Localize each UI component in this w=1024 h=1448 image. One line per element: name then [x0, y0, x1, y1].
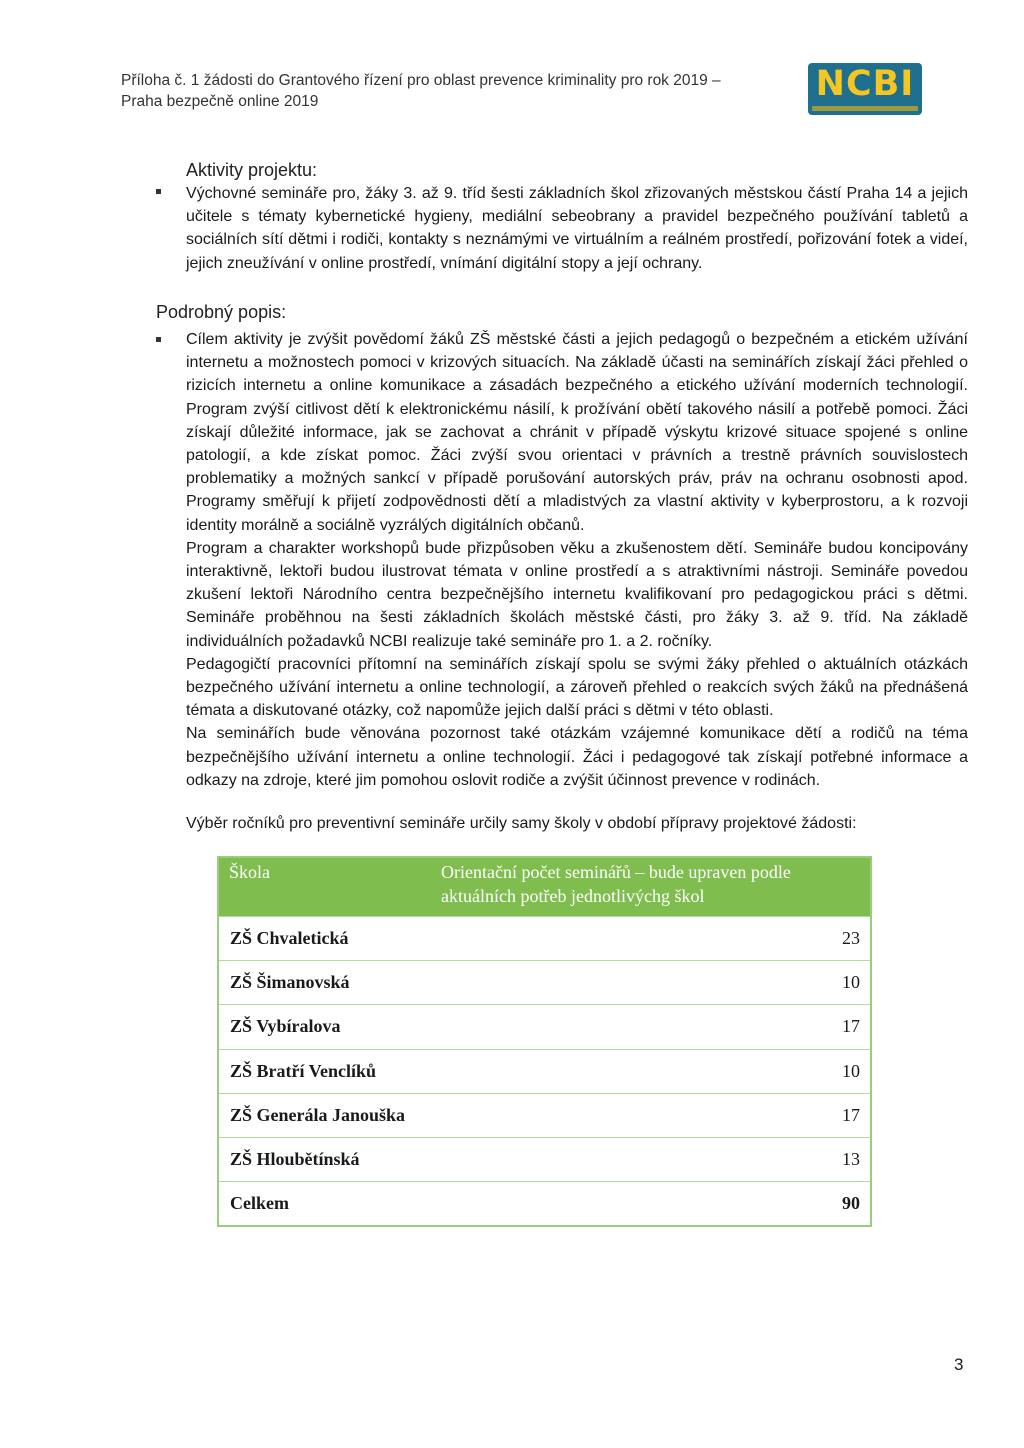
- logo-text: NCBI: [815, 64, 915, 104]
- header-count: Orientační počet seminářů – bude upraven podle aktuálních potřeb jednotlivýchg škol: [441, 862, 791, 906]
- table-total-row: [219, 1181, 870, 1225]
- seminar-count: 10: [842, 1060, 860, 1081]
- school-name: ZŠ Hloubětínská: [230, 1149, 360, 1170]
- header-line-1: Příloha č. 1 žádosti do Grantového řízení pro oblast prevence kriminality pro rok 2019 –: [121, 72, 721, 89]
- school-name: ZŠ Šimanovská: [230, 972, 350, 993]
- school-name: ZŠ Vybíralova: [230, 1016, 341, 1037]
- school-name: ZŠ Chvaletická: [230, 928, 349, 949]
- activities-item: [186, 182, 968, 275]
- logo-tagline-strip: [812, 106, 918, 111]
- seminar-count: 10: [842, 972, 860, 993]
- page-number: 3: [954, 1355, 964, 1374]
- bullet-icon: [156, 337, 161, 342]
- seminar-count: 13: [842, 1149, 860, 1170]
- header-school: Škola: [229, 862, 271, 882]
- detail-paragraph-3: Pedagogičtí pracovníci přítomní na seminářích získají spolu se svými žáky přehled o aktuálních otázkách bezpečného užívání internetu a online technologií, a zároveň přehled o reakcích svých žáků na přednášená témata a diskutované otázky, což napomůže jejich další práci s dětmi v této oblasti.: [186, 655, 968, 720]
- total-label: Celkem: [230, 1193, 289, 1214]
- table-row: [219, 1137, 870, 1181]
- table-row: [219, 1093, 870, 1137]
- activities-title: Aktivity projektu:: [186, 160, 318, 180]
- page-header: [121, 70, 771, 112]
- school-name: ZŠ Generála Janouška: [230, 1104, 406, 1125]
- school-name: ZŠ Bratří Venclíků: [230, 1060, 377, 1081]
- table-row: [219, 1004, 870, 1048]
- header-line-2: Praha bezpečně online 2019: [121, 93, 319, 110]
- activities-item-text: Výchovné semináře pro, žáky 3. až 9. tříd šesti základních škol zřizovaných městskou částí Praha 14 a jejich učitele s tématy kybernetické hygieny, mediální sebeobrany a pravidel bezpečného používání tabletů a sociálních sítí dětmi i rodiči, kontakty s neznámými ve virtuálním a reálném prostředí, pořizování fotek a videí, jejich zneužívání v online prostředí, vnímání digitální stopy a její ochrany.: [186, 185, 968, 272]
- detail-paragraph-2: Program a charakter workshopů bude přizpůsoben věku a zkušenostem dětí. Semináře budou koncipovány interaktivně, lektoři budou ilustrovat témata v online prostředí a s atraktivními nástroji. Semináře povedou zkušení lektoři Národního centra bezpečnějšího internetu kvalifikovaní pro pedagogickou práci s dětmi. Semináře proběhnou na šesti základních školách městské části, pro žáky 3. až 9. tříd. Na základě individuálních požadavků NCBI realizuje také semináře pro 1. a 2. ročníky.: [186, 539, 968, 650]
- seminar-count: 17: [842, 1016, 860, 1037]
- seminar-table: [217, 856, 872, 1227]
- seminar-count: 23: [842, 928, 860, 949]
- detail-title: Podrobný popis:: [156, 302, 287, 322]
- table-row: [219, 960, 870, 1004]
- selection-note: Výběr ročníků pro preventivní semináře určily samy školy v období přípravy projektové žádosti:: [186, 815, 857, 832]
- detail-body: [186, 328, 968, 792]
- table-row: [219, 916, 870, 960]
- seminar-count: 17: [842, 1104, 860, 1125]
- bullet-icon: [156, 189, 161, 194]
- total-value: 90: [842, 1193, 860, 1214]
- detail-paragraph-1: Cílem aktivity je zvýšit povědomí žáků ZŠ městské části a jejich pedagogů o bezpečném a etickém užívání internetu a možnostech pomoci v krizových situacích. Na základě účasti na seminářích získají žáci přehled o rizicích internetu a online komunikace a zásadách bezpečného a etického užívání moderních technologií. Program zvýší citlivost dětí k elektronickému násilí, k prožívání obětí takového násilí a potřebě pomoci. Žáci získají důležité informace, jak se zachovat a chránit v případě výskytu krizové situace spojené s online patologií, a kde získat pomoc. Žáci zvýší svou orientaci v právních a trestně právních souvislostech problematiky a možných sankcí v případě porušování autorských práv, práv na ochranu osobnosti apod. Programy směřují k přijetí zodpovědnosti dětí a mladistvých za vlastní aktivity v kyberprostoru, a k rozvoji identity morálně a sociálně vyzrálých digitálních občanů.: [186, 331, 968, 534]
- table-header: [219, 858, 870, 916]
- table-row: [219, 1049, 870, 1093]
- ncbi-logo: [808, 63, 922, 115]
- detail-paragraph-4: Na seminářích bude věnována pozornost také otázkám vzájemné komunikace dětí a rodičů na téma bezpečnějšího užívání internetu a online technologií. Žáci i pedagogové tak získají potřebné informace a odkazy na zdroje, které jim pomohou oslovit rodiče a zvýšit účinnost prevence v rodinách.: [186, 725, 968, 789]
